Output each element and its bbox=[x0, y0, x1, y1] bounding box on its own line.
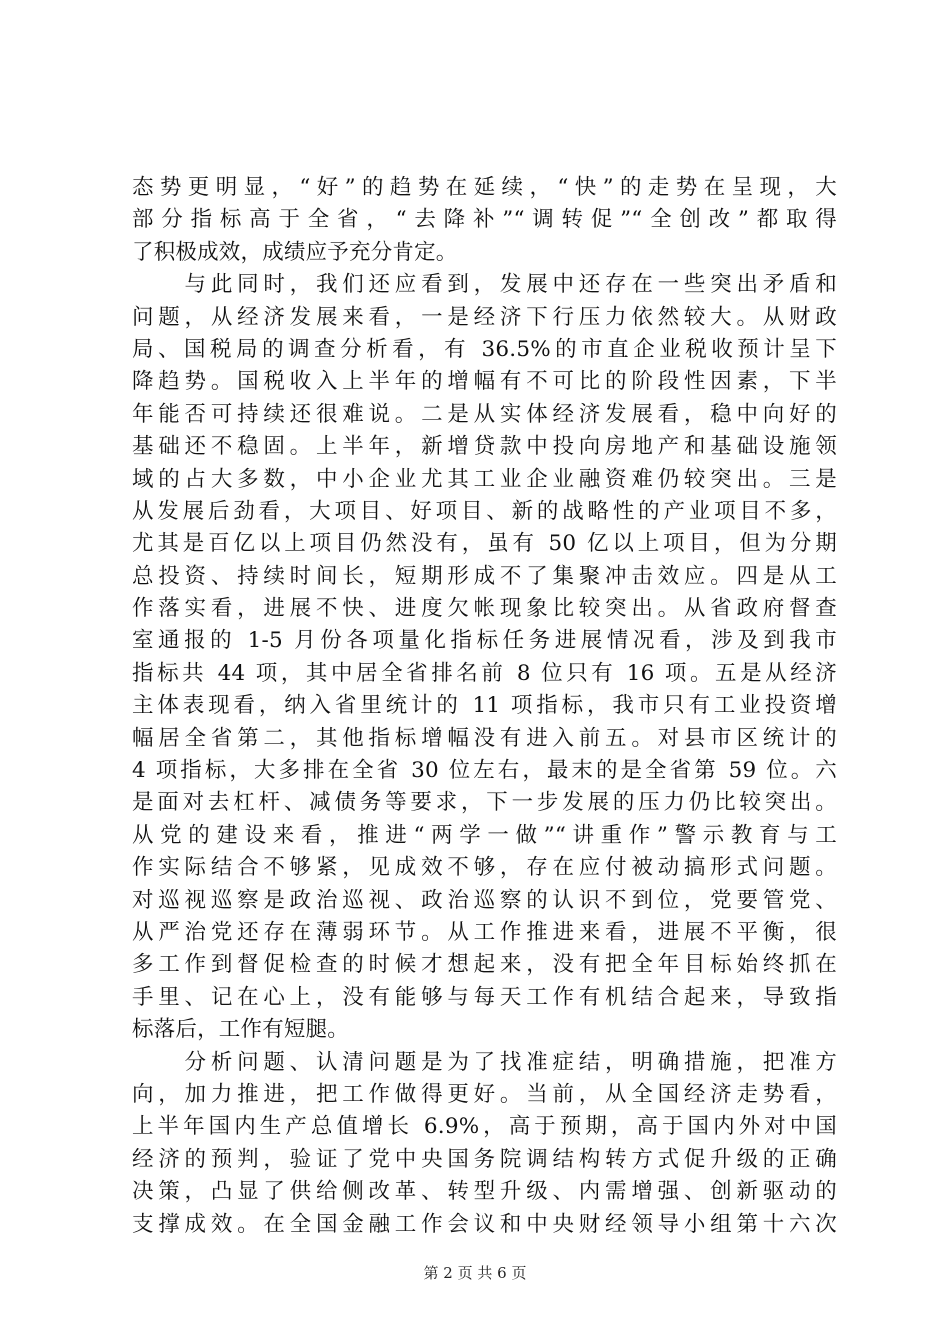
text-line: 室通报的 1-5 月份各项量化指标任务进展情况看，涉及到我市 bbox=[132, 628, 837, 654]
text-line: 局、国税局的调查分析看，有 36.5%的市直企业税收预计呈下 bbox=[132, 336, 837, 362]
text-line: 支撑成效。在全国金融工作会议和中央财经领导小组第十六次 bbox=[132, 1211, 837, 1237]
text-line: 部分指标高于全省，“去降补”“调转促”“全创改”都取得 bbox=[132, 207, 837, 233]
text-line: 了积极成效，成绩应予充分肯定。 bbox=[132, 239, 458, 265]
text-line: 对巡视巡察是政治巡视、政治巡察的认识不到位，党要管党、 bbox=[132, 887, 837, 913]
text-line: 作落实看，进展不快、进度欠帐现象比较突出。从省政府督查 bbox=[132, 596, 837, 622]
text-line: 多工作到督促检查的时候才想起来，没有把全年目标始终抓在 bbox=[132, 952, 837, 978]
text-line: 尤其是百亿以上项目仍然没有，虽有 50 亿以上项目，但为分期 bbox=[132, 531, 837, 557]
text-line: 幅居全省第二，其他指标增幅没有进入前五。对县市区统计的 bbox=[132, 725, 837, 751]
text-line: 从党的建设来看，推进“两学一做”“讲重作”警示教育与工 bbox=[132, 822, 837, 848]
text-line: 问题，从经济发展来看，一是经济下行压力依然较大。从财政 bbox=[132, 304, 837, 330]
text-line: 与此同时，我们还应看到，发展中还存在一些突出矛盾和 bbox=[132, 272, 837, 298]
text-line: 作实际结合不够紧，见成效不够，存在应付被动搞形式问题。 bbox=[132, 855, 837, 881]
text-line: 是面对去杠杆、减债务等要求，下一步发展的压力仍比较突出。 bbox=[132, 790, 837, 816]
text-line: 域的占大多数，中小企业尤其工业企业融资难仍较突出。三是 bbox=[132, 466, 837, 492]
text-line: 指标共 44 项，其中居全省排名前 8 位只有 16 项。五是从经济 bbox=[132, 660, 837, 686]
text-line: 决策，凸显了供给侧改革、转型升级、内需增强、创新驱动的 bbox=[132, 1179, 837, 1205]
text-line: 分析问题、认清问题是为了找准症结，明确措施，把准方 bbox=[132, 1049, 837, 1075]
text-line: 主体表现看，纳入省里统计的 11 项指标，我市只有工业投资增 bbox=[132, 693, 837, 719]
text-line: 从严治党还存在薄弱环节。从工作推进来看，进展不平衡，很 bbox=[132, 919, 837, 945]
text-line: 标落后，工作有短腿。 bbox=[132, 1017, 350, 1043]
text-line: 从发展后劲看，大项目、好项目、新的战略性的产业项目不多， bbox=[132, 498, 837, 524]
text-line: 经济的预判，验证了党中央国务院调结构转方式促升级的正确 bbox=[132, 1146, 837, 1172]
text-line: 4 项指标，大多排在全省 30 位左右，最末的是全省第 59 位。六 bbox=[132, 758, 837, 784]
text-line: 年能否可持续还很难说。二是从实体经济发展看，稳中向好的 bbox=[132, 401, 837, 427]
text-line: 基础还不稳固。上半年，新增贷款中投向房地产和基础设施领 bbox=[132, 434, 837, 460]
text-line: 向，加力推进，把工作做得更好。当前，从全国经济走势看， bbox=[132, 1081, 837, 1107]
text-line: 态势更明显，“好”的趋势在延续，“快”的走势在呈现，大 bbox=[132, 175, 837, 200]
text-line: 上半年国内生产总值增长 6.9%，高于预期，高于国内外对中国 bbox=[132, 1114, 837, 1140]
page-footer: 第 2 页 共 6 页 bbox=[423, 1264, 527, 1282]
text-line: 手里、记在心上，没有能够与每天工作有机结合起来，导致指 bbox=[132, 984, 837, 1010]
text-line: 总投资、持续时间长，短期形成不了集聚冲击效应。四是从工 bbox=[132, 563, 837, 589]
text-line: 降趋势。国税收入上半年的增幅有不可比的阶段性因素，下半 bbox=[132, 369, 837, 395]
document-body bbox=[132, 172, 837, 1241]
